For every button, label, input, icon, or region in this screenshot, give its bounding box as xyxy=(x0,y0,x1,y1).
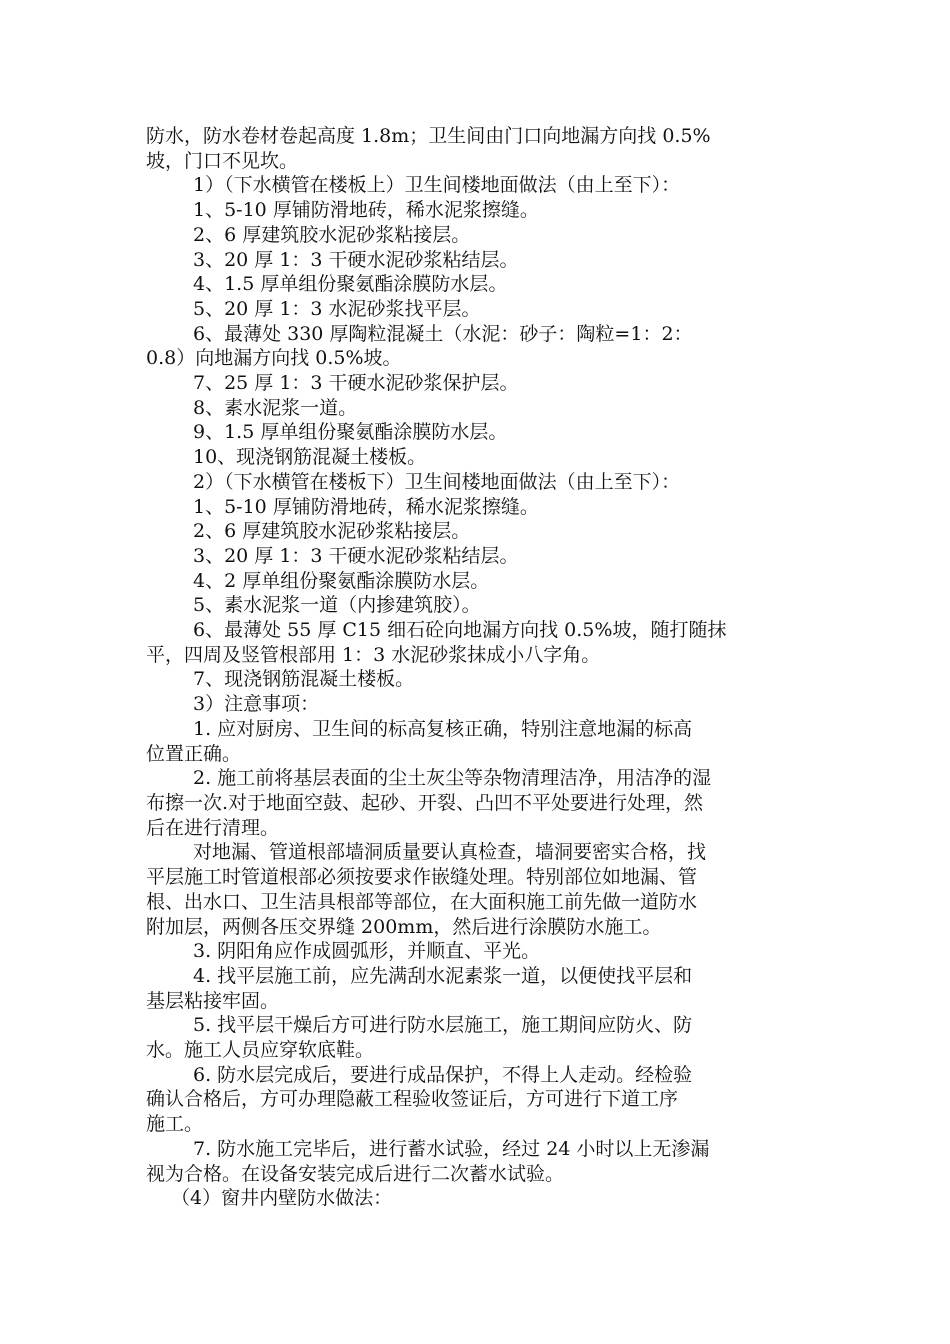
text-line: 4、1.5 厚单组份聚氨酯涂膜防水层。 xyxy=(193,273,508,296)
text-line: 视为合格。在设备安装完成后进行二次蓄水试验。 xyxy=(146,1162,565,1185)
text-line: 位置正确。 xyxy=(146,742,242,765)
text-line: 后在进行清理。 xyxy=(146,816,280,839)
text-line: 7、25 厚 1：3 干硬水泥砂浆保护层。 xyxy=(193,372,519,395)
text-line: 9、1.5 厚单组份聚氨酯涂膜防水层。 xyxy=(193,421,508,444)
text-line: 7. 防水施工完毕后，进行蓄水试验，经过 24 小时以上无渗漏 xyxy=(193,1137,710,1160)
text-line: 施工。 xyxy=(146,1113,204,1136)
text-line: 7、现浇钢筋混凝土楼板。 xyxy=(193,668,415,691)
text-line: 4. 找平层施工前，应先满刮水泥素浆一道，以便使找平层和 xyxy=(193,964,693,987)
text-line: 布擦一次.对于地面空鼓、起砂、开裂、凸凹不平处要进行处理，然 xyxy=(146,791,704,814)
text-line: 1、5-10 厚铺防滑地砖，稀水泥浆擦缝。 xyxy=(193,495,539,518)
text-line: 6、最薄处 330 厚陶粒混凝土（水泥：砂子：陶粒=1：2： xyxy=(193,322,693,345)
text-line: （4）窗井内壁防水做法： xyxy=(171,1187,393,1210)
text-line: 6. 防水层完成后，要进行成品保护，不得上人走动。经检验 xyxy=(193,1063,693,1086)
text-line: 0.8）向地漏方向找 0.5%坡。 xyxy=(146,347,402,370)
text-line: 3. 阴阳角应作成圆弧形，并顺直、平光。 xyxy=(193,940,541,963)
text-line: 2. 施工前将基层表面的尘土灰尘等杂物清理洁净，用洁净的湿 xyxy=(193,767,712,790)
text-line: 4、2 厚单组份聚氨酯涂膜防水层。 xyxy=(193,569,490,592)
text-line: 2）（下水横管在楼板下）卫生间楼地面做法（由上至下）： xyxy=(193,470,681,493)
text-line: 水。施工人员应穿软底鞋。 xyxy=(146,1039,375,1062)
text-line: 8、素水泥浆一道。 xyxy=(193,396,358,419)
text-line: 6、最薄处 55 厚 C15 细石砼向地漏方向找 0.5%坡，随打随抹 xyxy=(193,619,727,642)
text-line: 2、6 厚建筑胶水泥砂浆粘接层。 xyxy=(193,520,471,543)
text-line: 3、20 厚 1：3 干硬水泥砂浆粘结层。 xyxy=(193,248,519,271)
text-line: 1. 应对厨房、卫生间的标高复核正确，特别注意地漏的标高 xyxy=(193,717,693,740)
text-line: 根、出水口、卫生洁具根部等部位，在大面积施工前先做一道防水 xyxy=(146,890,698,913)
text-line: 1）（下水横管在楼板上）卫生间楼地面做法（由上至下）： xyxy=(193,174,681,197)
text-line: 确认合格后，方可办理隐蔽工程验收签证后，方可进行下道工序 xyxy=(146,1088,679,1111)
text-line: 平层施工时管道根部必须按要求作嵌缝处理。特别部位如地漏、管 xyxy=(146,866,698,889)
text-line: 平，四周及竖管根部用 1：3 水泥砂浆抹成小八字角。 xyxy=(146,643,601,666)
text-line: 5、20 厚 1：3 水泥砂浆找平层。 xyxy=(193,297,481,320)
text-line: 对地漏、管道根部墙洞质量要认真检查，墙洞要密实合格，找 xyxy=(193,841,707,864)
text-line: 5、素水泥浆一道（内掺建筑胶）。 xyxy=(193,594,481,617)
text-line: 防水，防水卷材卷起高度 1.8m；卫生间由门口向地漏方向找 0.5% xyxy=(146,125,711,147)
text-line: 1、5-10 厚铺防滑地砖，稀水泥浆擦缝。 xyxy=(193,199,539,222)
text-line: 3、20 厚 1：3 干硬水泥砂浆粘结层。 xyxy=(193,544,519,567)
text-line: 基层粘接牢固。 xyxy=(146,989,280,1012)
text-line: 10、现浇钢筋混凝土楼板。 xyxy=(193,446,427,469)
text-line: 3）注意事项： xyxy=(193,693,320,716)
text-line: 附加层，两侧各压交界缝 200mm，然后进行涂膜防水施工。 xyxy=(146,915,662,938)
text-line: 2、6 厚建筑胶水泥砂浆粘接层。 xyxy=(193,223,471,246)
text-line: 5. 找平层干燥后方可进行防水层施工，施工期间应防火、防 xyxy=(193,1014,693,1037)
text-line: 坡，门口不见坎。 xyxy=(146,149,299,172)
document-body xyxy=(146,124,806,1211)
